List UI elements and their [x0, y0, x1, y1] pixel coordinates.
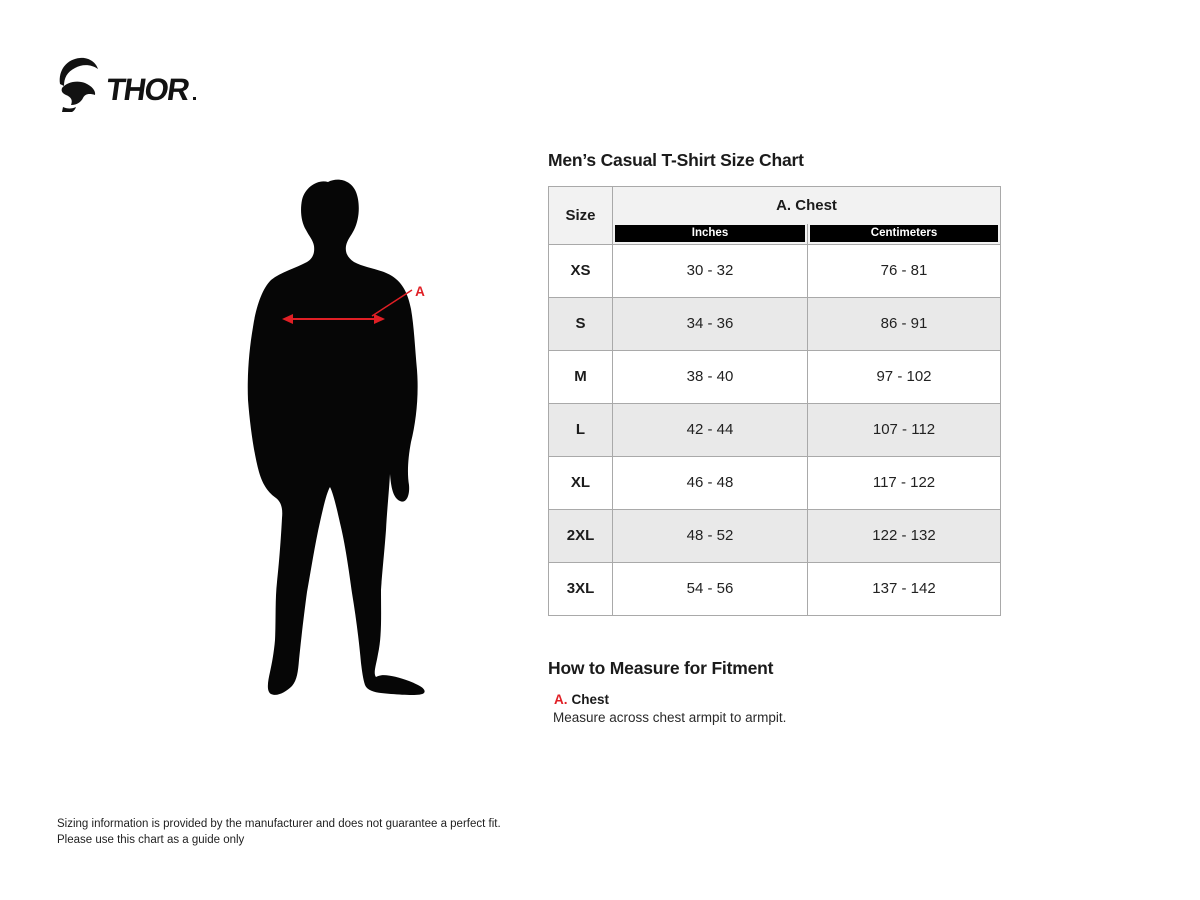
- size-chart-table: [548, 186, 1001, 616]
- column-header-size: Size: [549, 187, 613, 245]
- table-header-row: [549, 187, 1001, 224]
- table-row: [549, 403, 1001, 456]
- cm-cell: 107 - 112: [808, 403, 1001, 456]
- size-chart-title: Men’s Casual T-Shirt Size Chart: [548, 150, 804, 170]
- table-row: [549, 509, 1001, 562]
- measure-key: A.: [554, 692, 568, 707]
- inches-cell: 38 - 40: [613, 350, 808, 403]
- table-row: [549, 456, 1001, 509]
- table-subheader-row: [549, 224, 1001, 245]
- thor-head-icon: [60, 58, 98, 112]
- thor-logo-graphic: [55, 56, 205, 112]
- cm-cell: 86 - 91: [808, 297, 1001, 350]
- cm-cell: 76 - 81: [808, 244, 1001, 297]
- figure-graphic: [240, 176, 460, 710]
- cm-cell: 117 - 122: [808, 456, 1001, 509]
- disclaimer-line-1: Sizing information is provided by the manufacturer and does not guarantee a perfect fit.: [57, 818, 501, 830]
- measure-item-chest: [554, 692, 609, 707]
- measure-description: Measure across chest armpit to armpit.: [553, 710, 787, 725]
- inches-cell: 54 - 56: [613, 562, 808, 615]
- measurement-figure: [240, 176, 460, 710]
- thor-logo: [55, 56, 205, 112]
- cm-cell: 137 - 142: [808, 562, 1001, 615]
- thor-logo-text-group: [104, 72, 192, 107]
- size-cell: 2XL: [549, 509, 613, 562]
- inches-cell: 30 - 32: [613, 244, 808, 297]
- inches-header-bar: Inches: [615, 225, 805, 242]
- size-cell: 3XL: [549, 562, 613, 615]
- disclaimer-line-2: Please use this chart as a guide only: [57, 834, 245, 847]
- chest-marker-label: A: [415, 284, 425, 299]
- cm-cell: 97 - 102: [808, 350, 1001, 403]
- inches-cell: 34 - 36: [613, 297, 808, 350]
- thor-logo-text: THOR: [104, 72, 191, 107]
- body-silhouette: [248, 180, 425, 695]
- footer-disclaimer: [57, 816, 501, 848]
- table-row: [549, 244, 1001, 297]
- inches-cell: 42 - 44: [613, 403, 808, 456]
- measure-label: Chest: [571, 692, 610, 707]
- table-row: [549, 350, 1001, 403]
- size-cell: XS: [549, 244, 613, 297]
- centimeters-header-bar: Centimeters: [810, 225, 998, 242]
- size-cell: S: [549, 297, 613, 350]
- size-cell: XL: [549, 456, 613, 509]
- inches-cell: 48 - 52: [613, 509, 808, 562]
- inches-cell: 46 - 48: [613, 456, 808, 509]
- size-cell: L: [549, 403, 613, 456]
- table-row: [549, 562, 1001, 615]
- column-header-inches: [613, 224, 808, 245]
- measure-heading: How to Measure for Fitment: [548, 658, 774, 678]
- column-header-centimeters: [808, 224, 1001, 245]
- logo-trademark-dot: [193, 97, 196, 100]
- size-cell: M: [549, 350, 613, 403]
- cm-cell: 122 - 132: [808, 509, 1001, 562]
- column-header-chest: A. Chest: [613, 187, 1001, 224]
- table-row: [549, 297, 1001, 350]
